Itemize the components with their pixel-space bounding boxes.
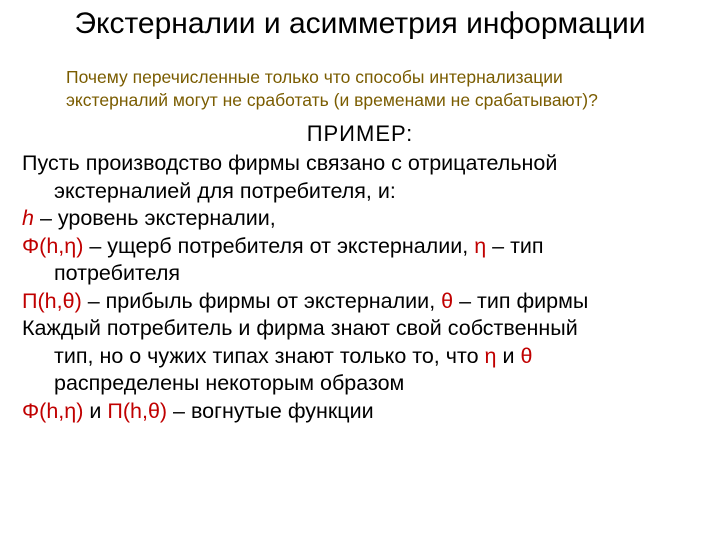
p6-line [22,398,712,426]
slide-body [22,150,712,425]
phi-symbol: Φ(h,η) [22,233,84,258]
p1-line-1: Пусть производство фирмы связано с отрицательной [22,151,558,175]
question-text [66,66,706,112]
slide-title: Экстерналии и асимметрия информации [74,7,646,40]
p5-text-a: тип, но о чужих типах знают только то, что [54,343,485,368]
p5-theta-symbol: θ [520,343,533,368]
pi-symbol: Π(h,θ) [22,288,82,313]
p6-and: и [83,398,108,423]
p5-line-2 [22,343,712,371]
p1-line-2: экстерналией для потребителя, и: [54,178,396,203]
question-line-1: Почему перечисленные только что способы интернализации [66,67,563,87]
p3-line-2: потребителя [54,261,181,285]
eta-symbol: η [474,233,487,258]
p5-line-1: Каждый потребитель и фирма знают свой собственный [22,316,578,340]
p5-line-3: распределены некоторым образом [54,371,405,395]
h-symbol: h [22,206,34,230]
p3-line-1 [22,233,712,261]
p2-line [22,205,712,233]
p5-eta-symbol: η [484,343,497,368]
p3-text-a: – ущерб потребителя от экстерналии, [83,233,475,258]
p5-and: и [496,343,521,368]
p4-line [22,288,712,316]
question-line-2: экстерналий могут не сработать (и временами не срабатывают)? [66,90,598,110]
p3-text-b: – тип [486,233,544,258]
p4-text-b: – тип фирмы [453,288,589,313]
p2-text: – уровень экстерналии, [33,206,276,230]
example-heading: ПРИМЕР: [306,121,414,146]
p6-phi-symbol: Φ(h,η) [22,398,84,423]
p6-text: – вогнутые функции [167,398,374,423]
theta-symbol: θ [441,288,454,313]
p4-text-a: – прибыль фирмы от экстерналии, [81,288,442,313]
p6-pi-symbol: Π(h,θ) [107,398,168,423]
